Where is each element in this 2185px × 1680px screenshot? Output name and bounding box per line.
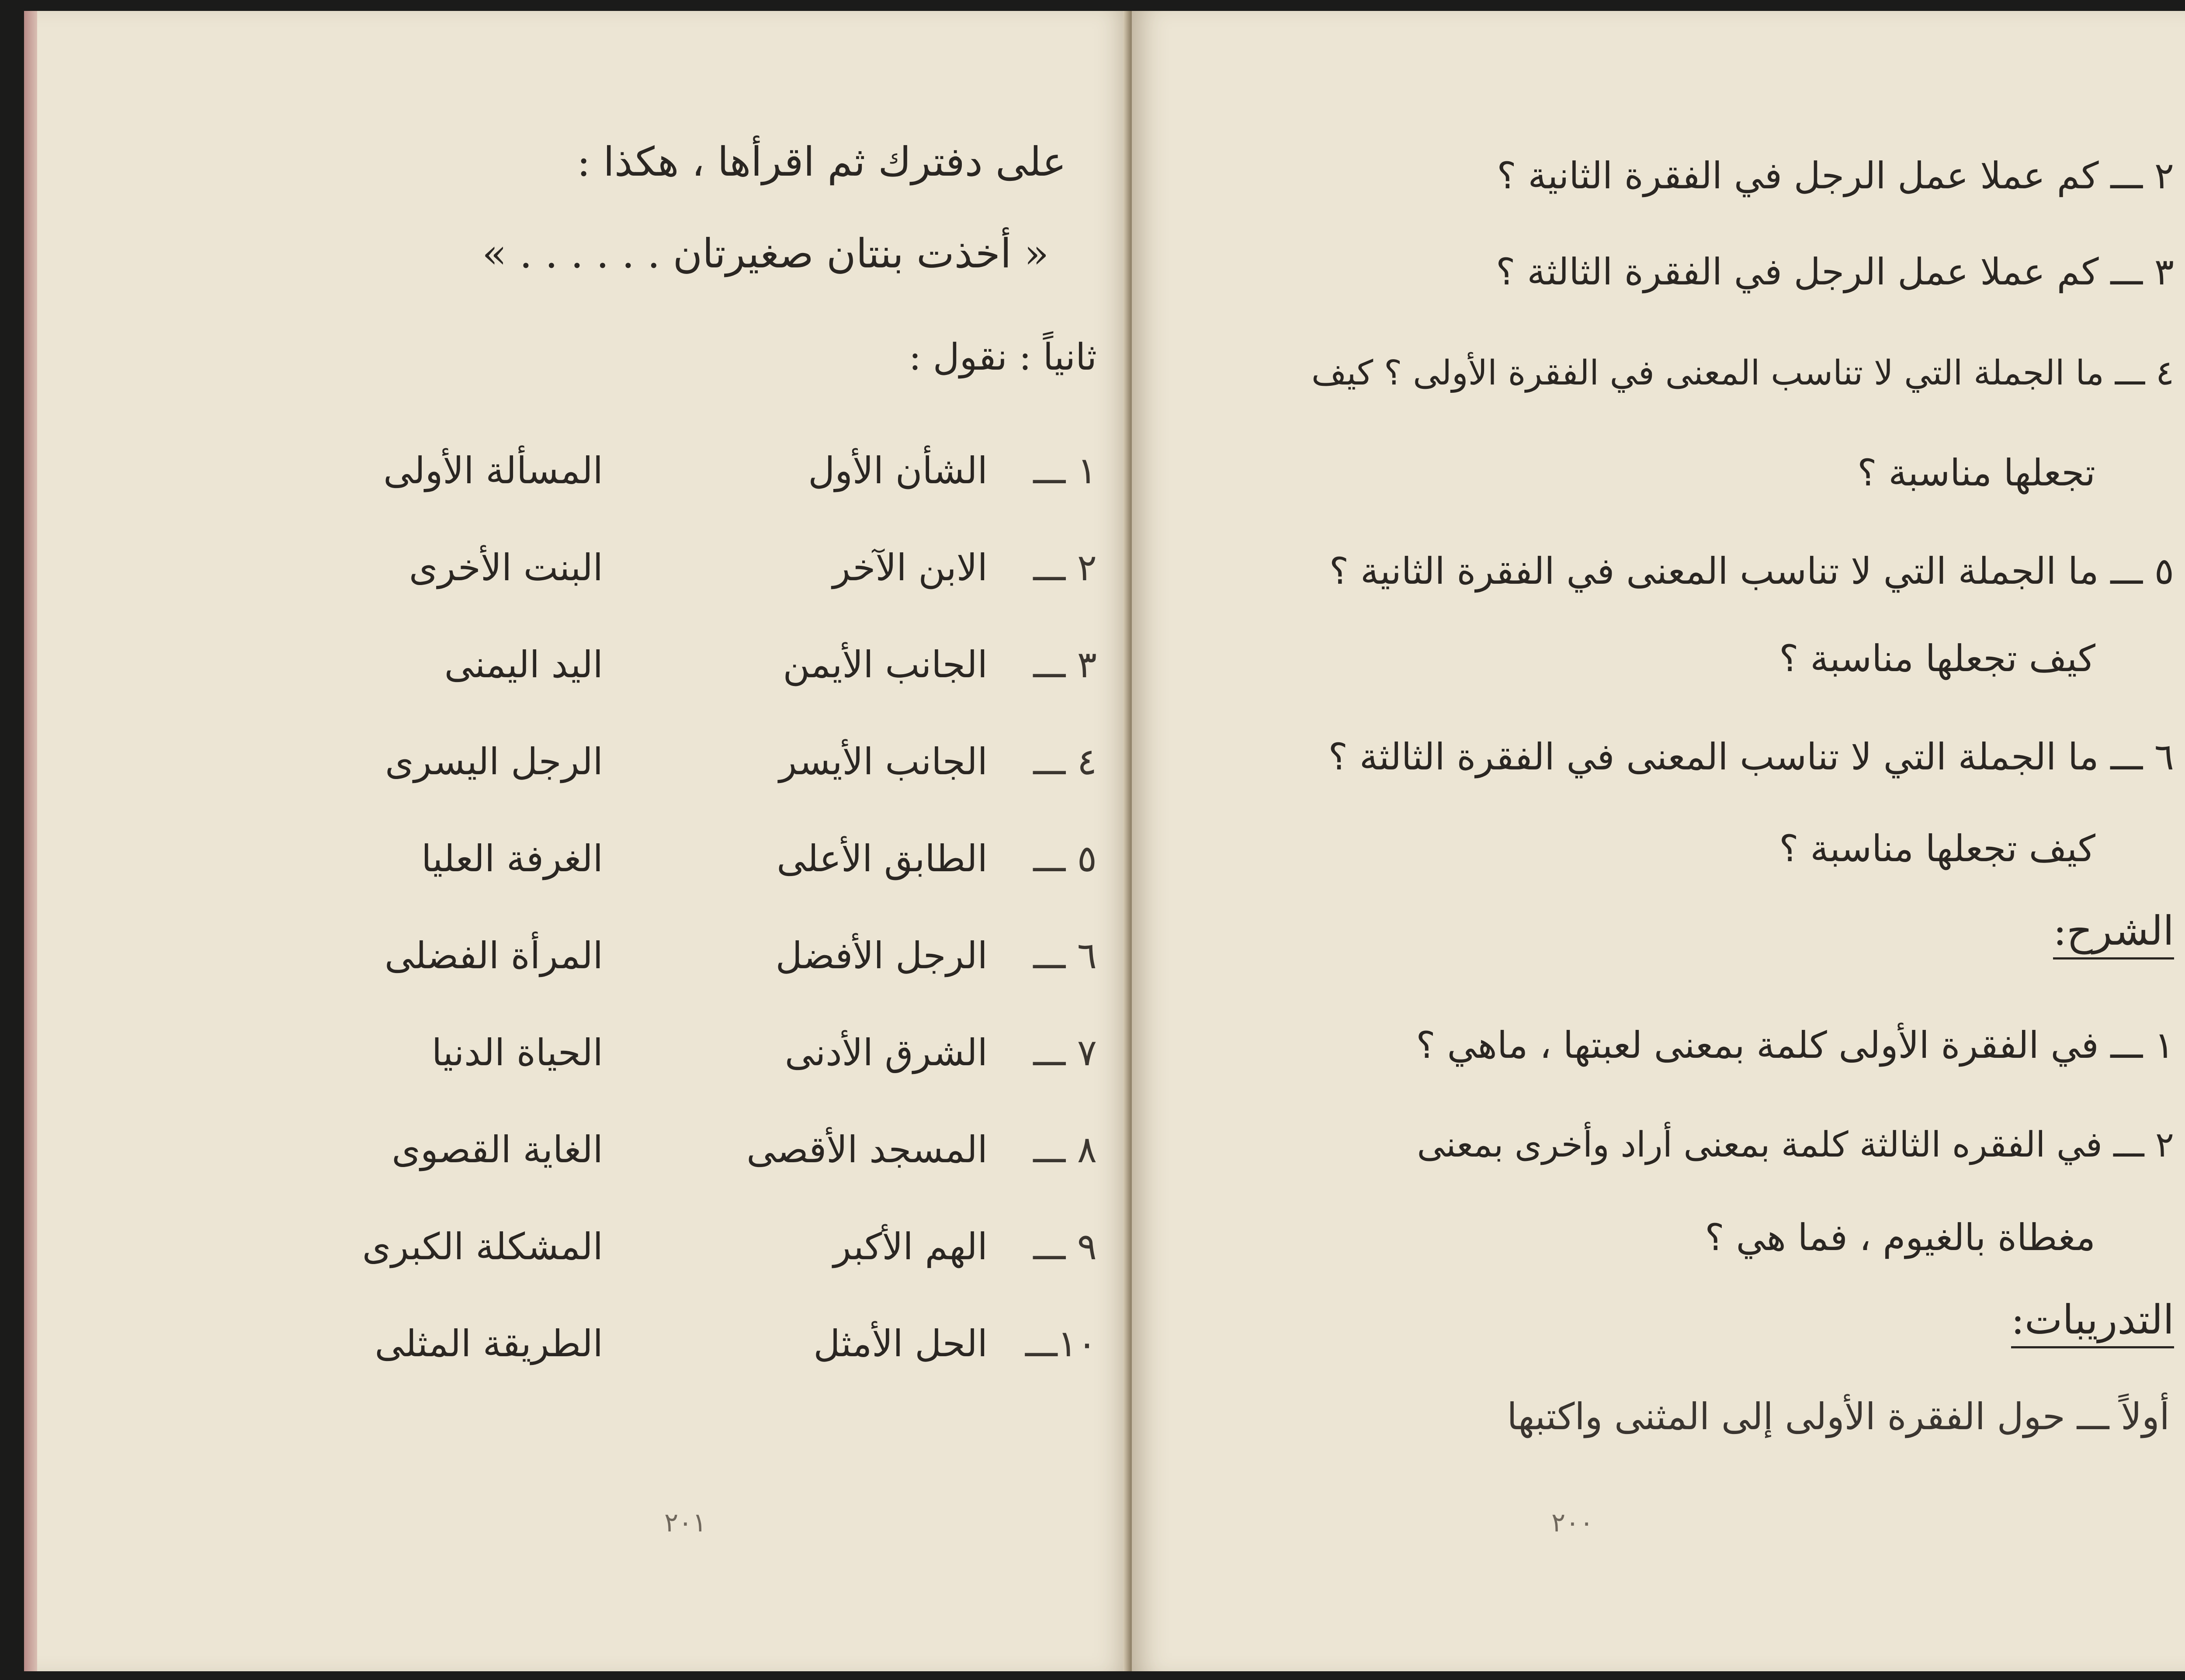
word-list-feminine: المشكلة الكبرى [362, 1225, 603, 1268]
open-book [24, 11, 2185, 1671]
word-list-masculine: الشأن الأول [808, 449, 988, 492]
word-list-masculine: الهم الأكبر [833, 1225, 988, 1268]
sharh-item-2-line-1: ٢ ـــ في الفقره الثالثة كلمة بمعنى أراد وأخرى بمعنى [1417, 1124, 2174, 1165]
exercises-heading: التدريبات: [2011, 1300, 2174, 1348]
word-list-feminine: البنت الأخرى [409, 546, 603, 589]
exercise-1: أولاً ـــ حول الفقرة الأولى إلى المثنى واكتبها [1507, 1395, 2170, 1438]
sharh-item-1: ١ ـــ في الفقرة الأولى كلمة بمعنى لعبتها ، ماهي ؟ [1416, 1024, 2174, 1067]
question-2: ٢ ـــ كم عملا عمل الرجل في الفقرة الثانية ؟ [1497, 154, 2174, 197]
page-number-left: ٢٠١ [664, 1507, 707, 1538]
word-list-number: ٣ ـــ [1033, 643, 1097, 686]
word-list-feminine: المرأة الفضلى [385, 934, 603, 977]
word-list-feminine: الحياة الدنيا [431, 1031, 603, 1074]
word-list-number: ٩ ـــ [1033, 1225, 1097, 1268]
word-list-number: ٨ ـــ [1033, 1128, 1097, 1171]
secondly-heading: ثانياً : نقول : [909, 336, 1097, 378]
word-list-masculine: الجانب الأيسر [779, 740, 988, 783]
page-number-right: ٢٠٠ [1551, 1507, 1594, 1538]
sharh-heading: الشرح: [2053, 911, 2174, 960]
word-list-masculine: الشرق الأدنى [784, 1031, 988, 1074]
word-list-number: ١ ـــ [1033, 449, 1097, 492]
word-list-number: ٧ ـــ [1033, 1031, 1097, 1074]
word-list-masculine: الطابق الأعلى [777, 837, 988, 880]
word-list-number: ٥ ـــ [1033, 837, 1097, 880]
word-list-masculine: المسجد الأقصى [746, 1128, 988, 1171]
intro-line-2: « أخذت بنتان صغيرتان . . . . . . » [482, 230, 1049, 277]
word-list-masculine: الحل الأمثل [813, 1322, 988, 1365]
word-list-feminine: المسألة الأولى [383, 449, 603, 492]
right-page [1132, 11, 2185, 1671]
word-list-number: ٤ ـــ [1033, 740, 1097, 783]
question-6-line-1: ٦ ـــ ما الجملة التي لا تناسب المعنى في الفقرة الثالثة ؟ [1328, 735, 2174, 778]
question-4-line-1: ٤ ـــ ما الجملة التي لا تناسب المعنى في الفقرة الأولى ؟ كيف [1311, 353, 2174, 393]
question-5-line-1: ٥ ـــ ما الجملة التي لا تناسب المعنى في الفقرة الثانية ؟ [1329, 550, 2174, 592]
word-list-number: ٢ ـــ [1033, 546, 1097, 589]
word-list-feminine: الطريقة المثلى [375, 1322, 603, 1365]
left-page [37, 11, 1132, 1671]
word-list-masculine: الجانب الأيمن [783, 643, 988, 686]
question-5-line-2: كيف تجعلها مناسبة ؟ [1779, 637, 2095, 680]
word-list-feminine: الغرفة العليا [421, 837, 603, 880]
word-list-feminine: اليد اليمنى [444, 643, 603, 686]
question-4-line-2: تجعلها مناسبة ؟ [1857, 451, 2095, 494]
intro-line-1: على دفترك ثم اقرأها ، هكذا : [577, 139, 1066, 185]
word-list-masculine: الابن الآخر [832, 546, 988, 589]
question-6-line-2: كيف تجعلها مناسبة ؟ [1779, 827, 2095, 870]
word-list-number: ٦ ـــ [1033, 934, 1097, 977]
word-list-feminine: الغاية القصوى [392, 1128, 603, 1171]
word-list-feminine: الرجل اليسرى [385, 740, 603, 783]
word-list-number: ١٠ـــ [1025, 1322, 1097, 1365]
sharh-item-2-line-2: مغطاة بالغيوم ، فما هي ؟ [1705, 1216, 2095, 1259]
word-list-masculine: الرجل الأفضل [775, 934, 988, 977]
book-edge-left [24, 11, 37, 1671]
question-3: ٣ ـــ كم عملا عمل الرجل في الفقرة الثالثة ؟ [1496, 250, 2174, 293]
